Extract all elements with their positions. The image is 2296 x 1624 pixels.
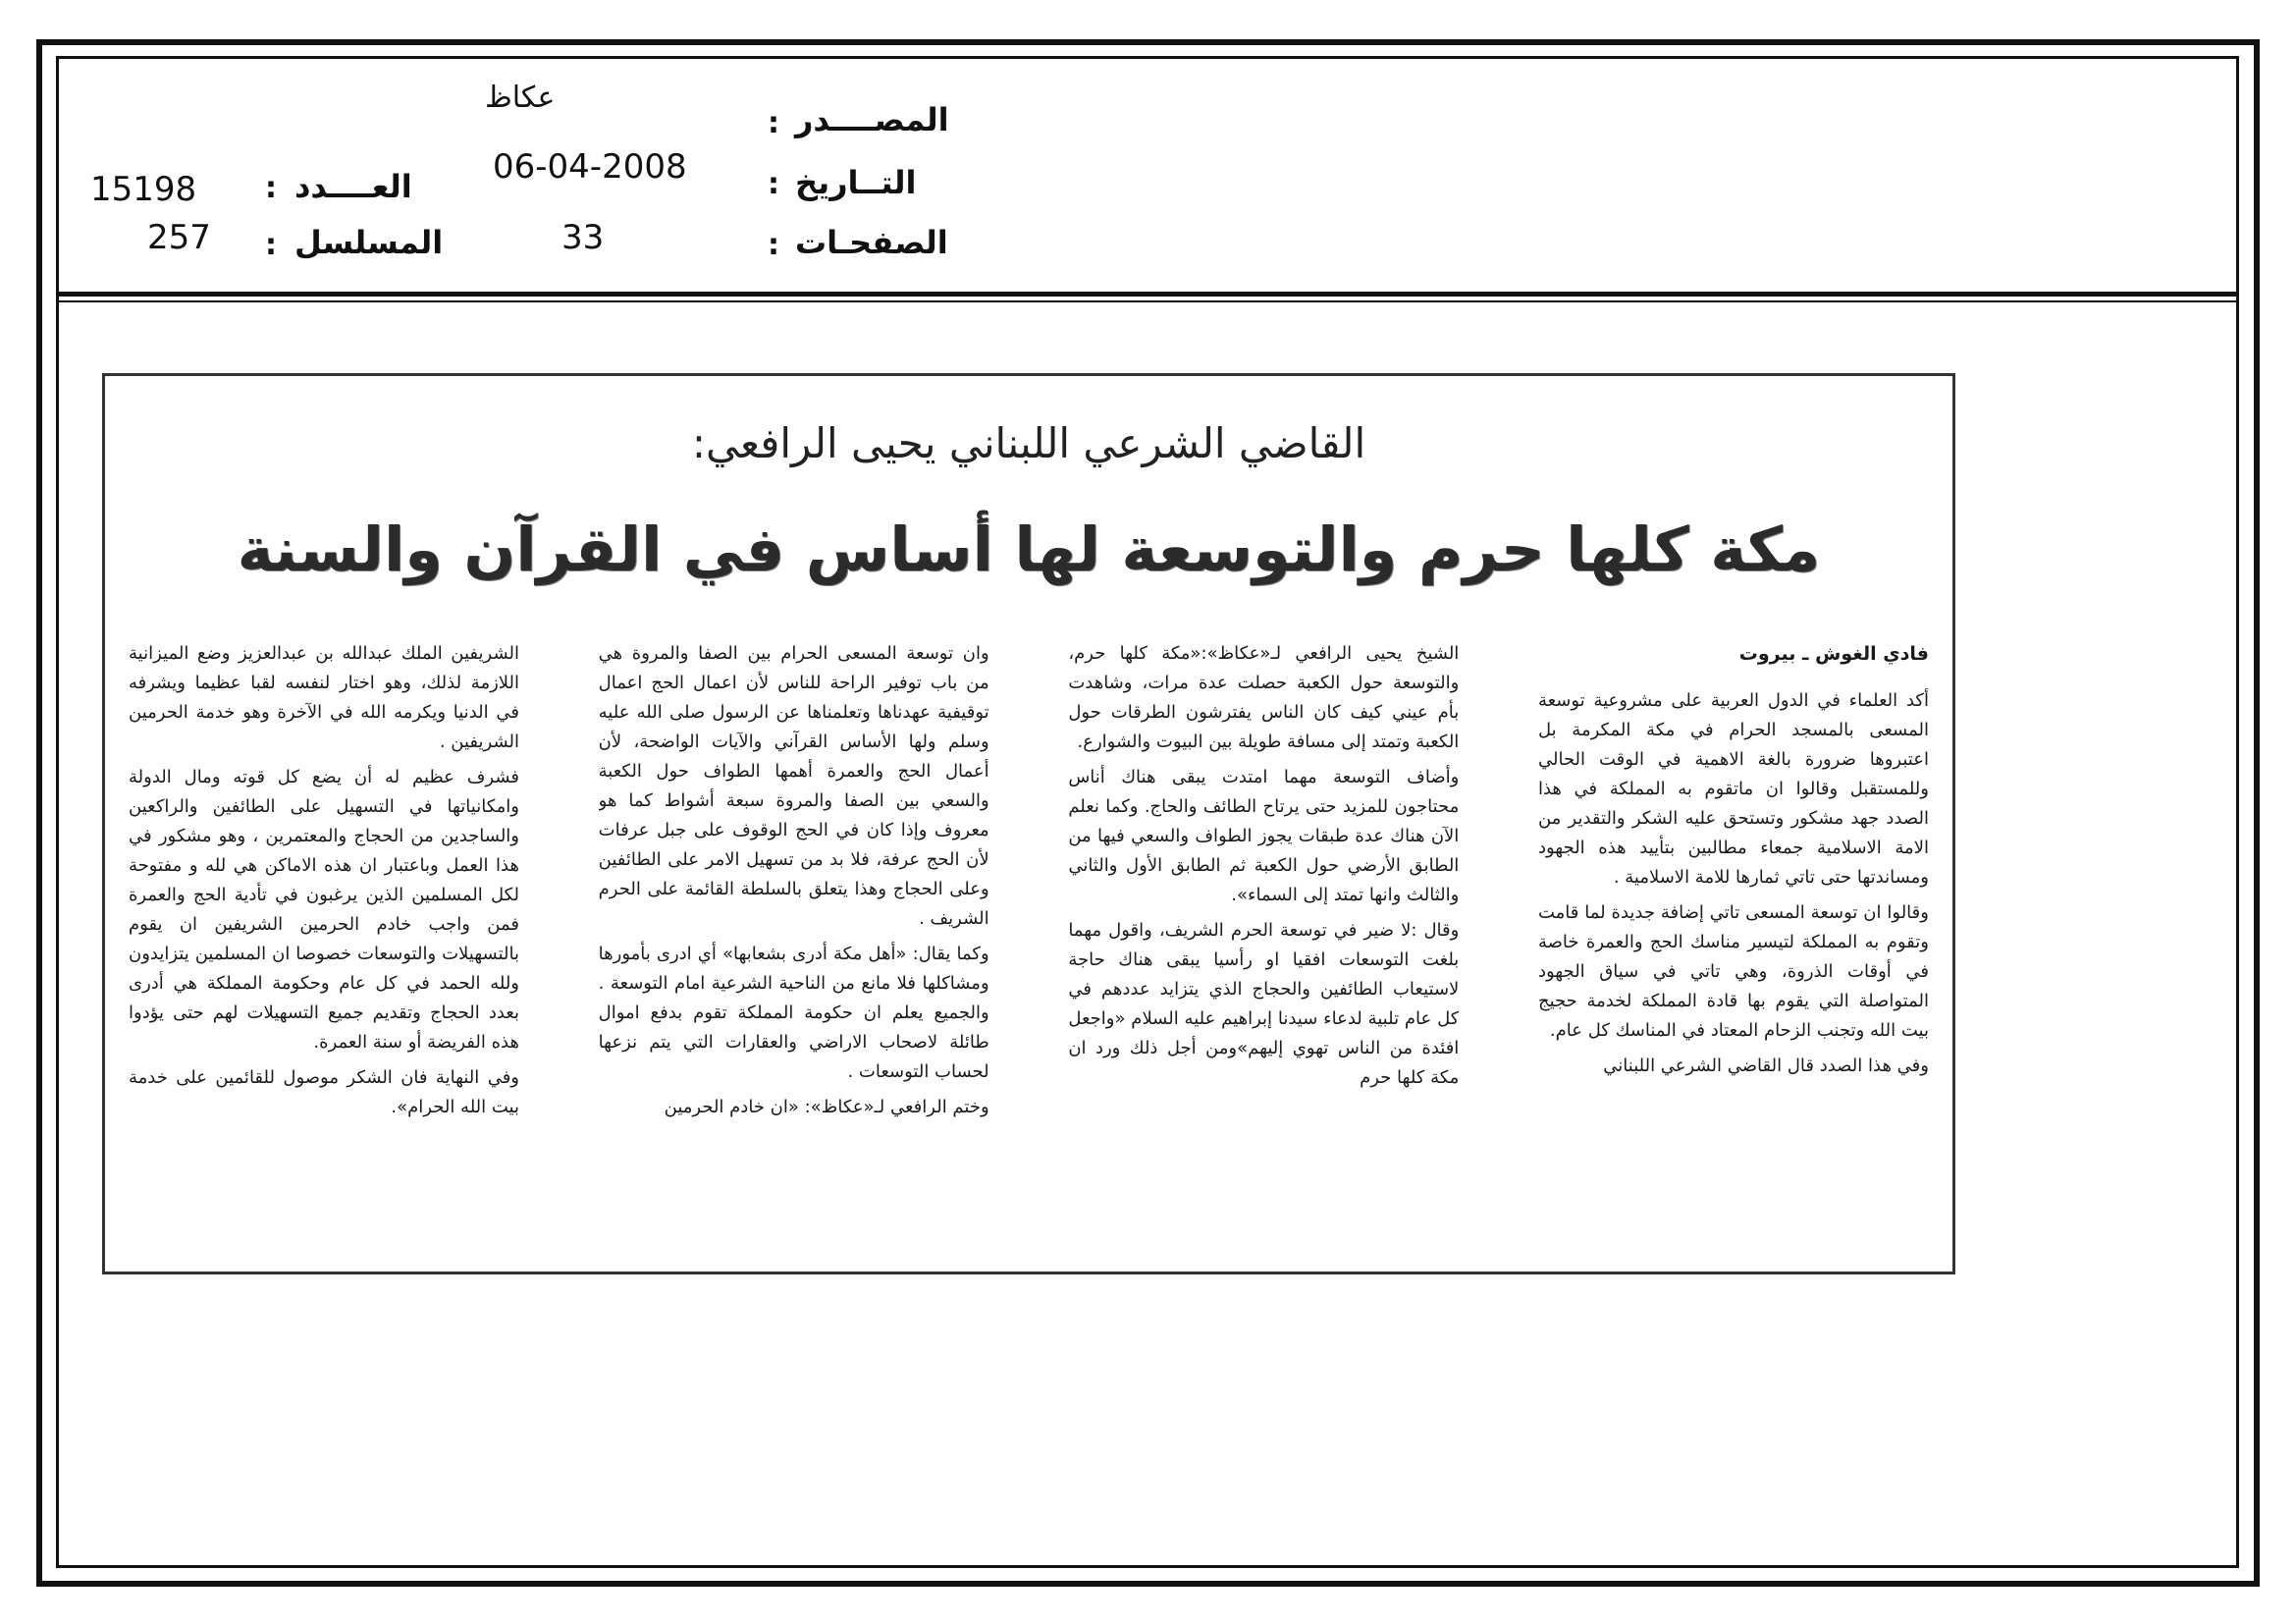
article-column-1 (1538, 639, 1929, 1248)
source-value: عكاظ (485, 81, 556, 115)
article-paragraph: وفي النهاية فان الشكر موصول للقائمين على خدمة بيت الله الحرام». (129, 1067, 519, 1117)
article-columns (129, 639, 1929, 1248)
date-label: التــاريخ (795, 164, 917, 201)
article-paragraph: وأضاف التوسعة مهما امتدت يبقى هناك أناس محتاجون للمزيد حتى يرتاح الطائف والحاج. وكما نعلم الآن هناك عدة طبقات يجوز الطواف والسعي فيها من الطابق الأرضي حول الكعبة ثم الطابق الأول والثاني والثالث وانها تمتد إلى السماء». (1068, 767, 1460, 905)
article-paragraph: وختم الرافعي لـ«عكاظ»: «ان خادم الحرمين (664, 1097, 989, 1117)
article-kicker: القاضي الشرعي اللبناني يحيى الرافعي: (691, 419, 1366, 467)
pages-label: الصفحـات (795, 224, 948, 261)
pages-value: 33 (561, 218, 605, 257)
header-divider (56, 292, 2239, 302)
issue-label: العــــدد (294, 168, 412, 205)
source-label: المصــــدر (795, 101, 949, 138)
serial-colon: : (265, 228, 277, 262)
date-colon: : (768, 167, 779, 201)
source-colon: : (768, 106, 779, 140)
article-clipping (102, 373, 1955, 1274)
article-paragraph: وان توسعة المسعى الحرام بين الصفا والمروة هي من باب توفير الراحة للناس لأن اعمال الحج اعمال توقيفية عهدناها وتعلمناها عن الرسول صلى الله عليه وسلم ولها الأساس القرآني والآيات الواضحة، لأن أعمال الحج والعمرة أهمها الطواف حول الكعبة والسعي بين الصفا والمروة سبعة أشواط كما هو معروف وإذا كان في الحج الوقوف على جبل عرفات لأن الحج عرفة، فلا بد من تسهيل الامر على الطائفين وعلى الحجاج وهذا يتعلق بالسلطة القائمة على الحرم الشريف . (598, 643, 989, 929)
serial-value: 257 (147, 218, 211, 257)
article-byline: فادي الغوش ـ بيروت (1738, 643, 1929, 665)
article-paragraph: أكد العلماء في الدول العربية على مشروعية توسعة المسعى بالمسجد الحرام في مكة المكرمة بل اعتبروها ضرورة بالغة الاهمية في الوقت الحالي وللمستقبل وقالوا ان ماتقوم به المملكة في هذا الصدد جهد مشكور وتستحق عليه الشكر والتقدير من الامة الاسلامية جمعاء مطالبين بتأييد هذه الجهود ومساندتها حتى تاتي ثمارها للامة الاسلامية . (1537, 690, 1929, 888)
serial-label: المسلسل (294, 224, 444, 261)
article-paragraph: الشريفين الملك عبدالله بن عبدالعزيز وضع الميزانية اللازمة لذلك، وهو اختار لنفسه لقبا عظيما ويشرفه في الدنيا ويكرمه الله في الآخرة وهو خدمة الحرمين الشريفين . (129, 643, 519, 752)
article-paragraph: فشرف عظيم له أن يضع كل قوته ومال الدولة وامكانياتها في التسهيل على الطائفين والراكعين والساجدين من الحجاج والمعتمرين ، وهو مشكور في هذا العمل وباعتبار ان هذه الاماكن هي لله و مفتوحة لكل المسلمين الذين يرغبون في تأدية الحج والعمرة فمن واجب خادم الحرمين الشريفين ان يقوم بالتسهيلات والتوسعات خصوصا ان المسلمين يتزايدون ولله الحمد في كل عام وحكومة المملكة هي أدرى بعدد الحجاج وتقديم جميع التسهيلات لهم حتى يؤدوا هذه الفريضة أو سنة العمرة. (129, 767, 519, 1053)
article-headline: مكة كلها حرم والتوسعة لها أساس في القرآن والسنة (237, 514, 1821, 585)
article-column-4 (129, 639, 519, 1248)
issue-colon: : (265, 171, 277, 205)
article-column-3 (599, 639, 989, 1248)
date-value: 06-04-2008 (493, 147, 687, 187)
pages-colon: : (768, 228, 779, 262)
article-paragraph: الشيخ يحيى الرافعي لـ«عكاظ»:«مكة كلها حرم، والتوسعة حول الكعبة حصلت عدة مرات، وشاهدت بأم عيني كيف كان الناس يفترشون الطرقات حول الكعبة وتمتد إلى مسافة طويلة بين البيوت والشوارع. (1068, 643, 1460, 752)
article-paragraph: وقال :لا ضير في توسعة الحرم الشريف، واقول مهما بلغت التوسعات افقيا او رأسيا يبقى هناك حاجة لاستيعاب الطائفين والحجاج الذي يتزايد عددهم في كل عام تلبية لدعاء سيدنا إبراهيم عليه السلام «واجعل افئدة من الناس تهوي إليهم»ومن أجل ذلك ورد ان مكة كلها حرم (1068, 920, 1460, 1088)
article-paragraph: وفي هذا الصدد قال القاضي الشرعي اللبناني (1603, 1056, 1929, 1076)
article-paragraph: وقالوا ان توسعة المسعى تاتي إضافة جديدة لما قامت وتقوم به المملكة لتيسير مناسك الحج والعمرة خاصة في أوقات الذروة، وهي تاتي في سياق الجهود المتواصلة التي يقوم بها قادة المملكة لخدمة حجيج بيت الله وتجنب الزحام المعتاد في المناسك كل عام. (1537, 902, 1929, 1041)
article-paragraph: وكما يقال: «أهل مكة أدرى بشعابها» أي ادرى بأمورها ومشاكلها فلا مانع من الناحية الشرعية امام التوسعة . والجميع يعلم ان حكومة المملكة تقوم بدفع اموال طائلة لاصحاب الاراضي والعقارات التي يتم نزعها لحساب التوسعات . (598, 944, 989, 1082)
issue-value: 15198 (90, 170, 197, 209)
article-column-2 (1068, 639, 1459, 1248)
